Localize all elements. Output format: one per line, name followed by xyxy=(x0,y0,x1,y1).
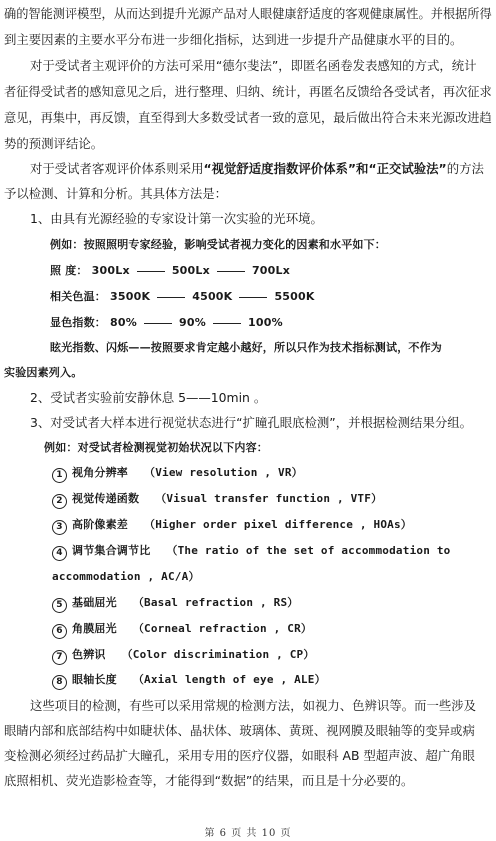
numbered-item: 1、由具有光源经验的专家设计第一次实验的光环境。 xyxy=(30,211,323,226)
factor-label: 显色指数： xyxy=(50,316,106,329)
factor-label: 照 度： xyxy=(50,264,88,277)
test-item-name: 视觉传递函数 xyxy=(72,492,140,505)
level-value: 4500K xyxy=(192,290,233,303)
test-item-english: （Axial length of eye , ALE） xyxy=(132,673,326,686)
test-item-name: 调节集合调节比 xyxy=(72,544,151,557)
test-item-row xyxy=(52,491,382,509)
dash-separator xyxy=(137,271,165,272)
test-item-name: 眼轴长度 xyxy=(72,673,117,686)
circled-number: 2 xyxy=(52,494,67,509)
dash-separator xyxy=(144,323,172,324)
circled-number: 6 xyxy=(52,624,67,639)
paragraph-line: 予以检测、计算和分析。其具体方法是： xyxy=(4,186,228,201)
paragraph-line: 对于受试者主观评价的方法可采用“德尔斐法”，即匿名函卷发表感知的方式，统计 xyxy=(30,58,477,73)
level-value: 100% xyxy=(248,316,283,329)
paragraph-line: 变检测必须经过药品扩大瞳孔，采用专用的医疗仪器，如眼科 AB 型超声波、超广角眼 xyxy=(4,748,475,763)
test-item-row xyxy=(52,517,412,535)
level-value: 500Lx xyxy=(171,264,210,277)
text-run: 的方法 xyxy=(446,161,484,176)
paragraph-line xyxy=(30,161,484,177)
factor-label: 相关色温： xyxy=(50,290,106,303)
test-item-row xyxy=(52,672,326,690)
test-item-row xyxy=(52,595,299,613)
bold-text-run: “视觉舒适度指数评价体系”和“正交试验法” xyxy=(203,161,447,176)
circled-number: 8 xyxy=(52,675,67,690)
test-item-english: （Basal refraction , RS） xyxy=(132,596,299,609)
level-value: 5500K xyxy=(274,290,315,303)
factor-row-illuminance xyxy=(50,263,290,278)
dash-separator xyxy=(217,271,245,272)
test-item-row xyxy=(52,465,303,483)
numbered-item: 3、对受试者大样本进行视觉状态进行“扩瞳孔眼底检测”，并根据检测结果分组。 xyxy=(30,415,473,430)
level-value: 80% xyxy=(110,316,137,329)
circled-number: 4 xyxy=(52,546,67,561)
level-value: 300Lx xyxy=(91,264,130,277)
test-item-row xyxy=(52,621,312,639)
paragraph-line: 眼睛内部和底部结构中如睫状体、晶状体、玻璃体、黄斑、视网膜及眼轴等的变异或病 xyxy=(4,723,475,738)
test-item-row xyxy=(52,543,451,561)
page-footer: 第 6 页 共 10 页 xyxy=(204,828,292,839)
test-item-english: （The ratio of the set of accommodation to xyxy=(166,544,451,557)
circled-number: 3 xyxy=(52,520,67,535)
paragraph-line: 到主要因素的主要水平分布进一步细化指标，达到进一步提升产品健康水平的目的。 xyxy=(4,32,463,47)
test-item-name: 视角分辨率 xyxy=(72,466,128,479)
test-item-name: 高阶像素差 xyxy=(72,518,128,531)
test-item-name: 色辨识 xyxy=(72,648,106,661)
dash-separator xyxy=(157,297,185,298)
example-intro: 例如：对受试者检测视觉初始状况以下内容： xyxy=(44,441,268,454)
test-item-row xyxy=(52,647,315,665)
factor-row-cct xyxy=(50,289,315,304)
paragraph-line: 确的智能测评模型，从而达到提升光源产品对人眼健康舒适度的客观健康属性。并根据所得 xyxy=(4,6,492,21)
glare-note-line: 实验因素列入。 xyxy=(4,366,83,379)
circled-number: 5 xyxy=(52,598,67,613)
paragraph-line: 势的预测评结论。 xyxy=(4,136,104,151)
test-item-english: （Higher order pixel difference , HOAs） xyxy=(144,518,413,531)
example-intro: 例如：按照照明专家经验，影响受试者视力变化的因素和水平如下： xyxy=(50,238,386,251)
test-item-name: 角膜屈光 xyxy=(72,622,117,635)
level-value: 3500K xyxy=(110,290,151,303)
numbered-item: 2、受试者实验前安静休息 5——10min 。 xyxy=(30,390,267,405)
paragraph-line: 者征得受试者的感知意见之后，进行整理、归纳、统计，再匿名反馈给各受试者，再次征求 xyxy=(4,84,492,99)
test-item-english: （View resolution , VR） xyxy=(144,466,303,479)
circled-number: 7 xyxy=(52,650,67,665)
test-item-english: （Corneal refraction , CR） xyxy=(132,622,313,635)
test-item-english: （Visual transfer function , VTF） xyxy=(155,492,383,505)
dash-separator xyxy=(239,297,267,298)
test-item-english: （Color discrimination , CP） xyxy=(121,648,315,661)
factor-row-cri xyxy=(50,315,283,330)
dash-separator xyxy=(213,323,241,324)
paragraph-line: 这些项目的检测，有些可以采用常规的检测方法，如视力、色辨识等。而一些涉及 xyxy=(30,698,477,713)
text-run: 对于受试者客观评价体系则采用 xyxy=(30,161,204,176)
paragraph-line: 意见，再集中，再反馈，直至得到大多数受试者一致的意见，最后做出符合未来光源改进趋 xyxy=(4,110,492,125)
test-item-english: accommodation , AC/A） xyxy=(52,570,200,583)
test-item-continuation xyxy=(52,569,200,584)
test-item-name: 基础屈光 xyxy=(72,596,117,609)
level-value: 90% xyxy=(179,316,206,329)
paragraph-line: 底照相机、荧光造影检查等，才能得到“数据”的结果，而且是十分必要的。 xyxy=(4,773,414,788)
circled-number: 1 xyxy=(52,468,67,483)
level-value: 700Lx xyxy=(251,264,291,277)
glare-note-line: 眩光指数、闪烁——按照要求肯定越小越好，所以只作为技术指标测试，不作为 xyxy=(50,341,442,354)
